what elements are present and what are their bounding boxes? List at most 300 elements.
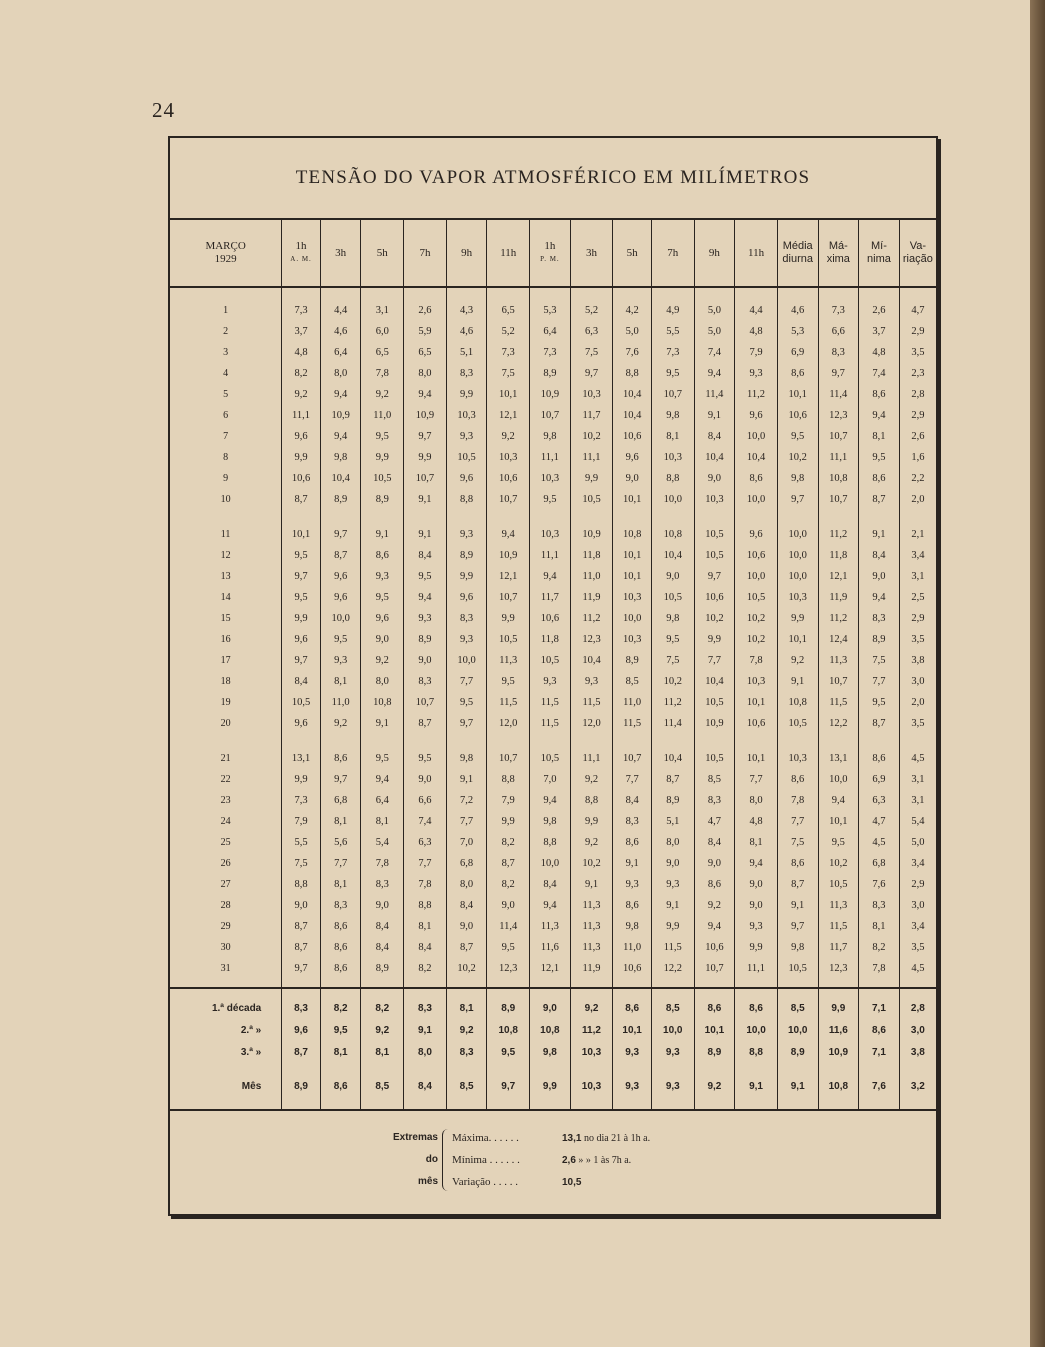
table-row: [170, 832, 936, 853]
table-cell: 7,7: [735, 769, 778, 790]
column-header-sub: xima: [826, 253, 850, 265]
table-cell: 9,9: [651, 916, 694, 937]
table-cell: 8,6: [320, 916, 361, 937]
table-cell: 8,8: [404, 895, 447, 916]
table-cell: 10,1: [777, 384, 818, 405]
table-cell: 12,2: [651, 958, 694, 988]
table-cell: 5,3: [777, 321, 818, 342]
table-cell: 8,4: [859, 545, 900, 566]
table-cell: 9,7: [818, 363, 859, 384]
day-number: 20: [220, 718, 231, 729]
table-cell: 10,5: [777, 958, 818, 988]
table-cell: 8,6: [320, 958, 361, 988]
table-cell: 8,3: [404, 671, 447, 692]
summary-cell: 8,4: [404, 1063, 447, 1110]
table-cell: 7,8: [404, 874, 447, 895]
table-cell: 9,9: [487, 811, 530, 832]
table-cell: 10,1: [735, 692, 778, 713]
table-cell: 9,1: [651, 895, 694, 916]
column-header: [859, 220, 900, 287]
table-cell: 7,3: [282, 287, 321, 321]
column-header: [613, 220, 652, 287]
summary-cell: 8,9: [777, 1041, 818, 1063]
table-cell: 4,7: [694, 811, 735, 832]
table-cell: 2,9: [899, 321, 936, 342]
table-cell: 10,5: [570, 489, 613, 510]
extreme-row: [452, 1149, 650, 1171]
table-cell: 7,7: [404, 853, 447, 874]
table-cell: 11,0: [570, 566, 613, 587]
table-row: [170, 566, 936, 587]
summary-cell: 11,6: [818, 1019, 859, 1041]
table-cell: 2,8: [899, 384, 936, 405]
table-cell: 9,7: [282, 650, 321, 671]
table-cell: 9,0: [282, 895, 321, 916]
table-cell: 7,7: [777, 811, 818, 832]
table-cell: 11,6: [530, 937, 571, 958]
column-header: [651, 220, 694, 287]
table-cell: 8,6: [320, 937, 361, 958]
extremes-label-line: mês: [417, 1176, 438, 1187]
table-cell: 8,3: [859, 608, 900, 629]
summary-cell: 8,2: [320, 988, 361, 1019]
table-cell: 9,7: [777, 489, 818, 510]
column-header-sub: P. M.: [540, 255, 560, 263]
table-cell: 9,9: [282, 608, 321, 629]
day-number: 2: [223, 326, 229, 337]
table-cell: 2,0: [899, 692, 936, 713]
table-cell: 10,0: [735, 426, 778, 447]
table-cell: 10,0: [735, 489, 778, 510]
summary-cell: 8,5: [777, 988, 818, 1019]
table-cell: 11,5: [530, 713, 571, 734]
column-header: [735, 220, 778, 287]
table-row: [170, 790, 936, 811]
summary-cell: 2,8: [899, 988, 936, 1019]
table-cell: 11,3: [570, 937, 613, 958]
table-row: [170, 937, 936, 958]
table-cell: 9,4: [818, 790, 859, 811]
table-cell: 10,7: [613, 734, 652, 769]
table-cell: 8,7: [487, 853, 530, 874]
table-cell: 9,8: [530, 426, 571, 447]
summary-cell: 8,0: [404, 1041, 447, 1063]
table-cell: 8,1: [735, 832, 778, 853]
summary-label: Mês: [170, 1063, 282, 1110]
table-cell: 9,2: [570, 832, 613, 853]
summary-cell: 8,1: [446, 988, 487, 1019]
table-cell: 8,4: [446, 895, 487, 916]
table-cell: 8,2: [859, 937, 900, 958]
table-cell: 8,4: [361, 916, 404, 937]
table-cell: 4,6: [777, 287, 818, 321]
extreme-detail: » » 1 às 7h a.: [575, 1155, 632, 1166]
table-cell: 12,0: [570, 713, 613, 734]
table-cell: 9,8: [530, 811, 571, 832]
page-number: 24: [152, 98, 175, 122]
table-cell: 7,3: [530, 342, 571, 363]
table-cell: 3,7: [859, 321, 900, 342]
table-cell: 10,5: [361, 468, 404, 489]
table-cell: 8,6: [859, 468, 900, 489]
table-cell: 8,6: [613, 832, 652, 853]
table-cell: 5,9: [404, 321, 447, 342]
table-cell: 10,2: [777, 447, 818, 468]
table-cell: 9,1: [777, 895, 818, 916]
day-number: 8: [223, 452, 229, 463]
summary-cell: 8,9: [487, 988, 530, 1019]
table-cell: 11,7: [530, 587, 571, 608]
table-cell: 11,3: [818, 895, 859, 916]
table-cell: 7,8: [777, 790, 818, 811]
table-cell: 10,0: [651, 489, 694, 510]
table-cell: 10,3: [570, 384, 613, 405]
table-cell: 11,1: [530, 447, 571, 468]
table-cell: 8,3: [818, 342, 859, 363]
table-cell: 3,1: [899, 566, 936, 587]
table-cell: 12,1: [487, 566, 530, 587]
month-name: MARÇO: [205, 240, 246, 252]
table-cell: 9,9: [570, 468, 613, 489]
table-cell: 12,4: [818, 629, 859, 650]
day-number: 3: [223, 347, 229, 358]
column-header-main: 5h: [376, 246, 388, 259]
column-header: [361, 220, 404, 287]
table-cell: 8,6: [859, 734, 900, 769]
table-row: [170, 853, 936, 874]
table-cell: 4,8: [282, 342, 321, 363]
table-cell: 9,0: [404, 769, 447, 790]
table-cell: 10,0: [777, 545, 818, 566]
table-cell: 7,3: [282, 790, 321, 811]
table-cell: 9,0: [613, 468, 652, 489]
table-cell: 9,7: [320, 769, 361, 790]
table-cell: 9,0: [651, 853, 694, 874]
table-cell: 9,6: [282, 426, 321, 447]
table-cell: 8,5: [694, 769, 735, 790]
table-cell: 11,2: [818, 608, 859, 629]
table-cell: 9,0: [361, 895, 404, 916]
summary-cell: 9,7: [487, 1063, 530, 1110]
year: 1929: [214, 253, 237, 265]
table-row: [170, 692, 936, 713]
table-cell: 9,2: [694, 895, 735, 916]
table-cell: 11,0: [613, 692, 652, 713]
table-cell: 10,3: [777, 587, 818, 608]
table-cell: 4,6: [320, 321, 361, 342]
table-cell: 11,7: [818, 937, 859, 958]
table-cell: 10,4: [651, 545, 694, 566]
table-cell: 9,6: [446, 468, 487, 489]
summary-row: [170, 1019, 936, 1041]
day-number: 25: [220, 837, 231, 848]
table-cell: 12,1: [818, 566, 859, 587]
table-cell: 5,6: [320, 832, 361, 853]
table-cell: 8,9: [361, 958, 404, 988]
table-cell: 9,1: [694, 405, 735, 426]
table-cell: 10,1: [613, 489, 652, 510]
summary-cell: 8,3: [446, 1041, 487, 1063]
summary-cell: 9,1: [404, 1019, 447, 1041]
extreme-value: 2,6: [562, 1155, 576, 1166]
table-cell: 10,3: [735, 671, 778, 692]
table-cell: 11,1: [282, 405, 321, 426]
table-cell: 10,4: [570, 650, 613, 671]
table-cell: 2,3: [899, 363, 936, 384]
day-number: 14: [220, 592, 231, 603]
table-cell: 10,2: [735, 629, 778, 650]
table-cell: 10,5: [651, 587, 694, 608]
table-cell: 11,7: [570, 405, 613, 426]
summary-cell: 8,5: [361, 1063, 404, 1110]
table-cell: 3,4: [899, 853, 936, 874]
table-cell: 7,4: [859, 363, 900, 384]
table-cell: 8,6: [735, 468, 778, 489]
table-cell: 8,6: [320, 734, 361, 769]
table-row: [170, 468, 936, 489]
column-header: [446, 220, 487, 287]
table-cell: 5,2: [487, 321, 530, 342]
summary-cell: 9,5: [487, 1041, 530, 1063]
day-number: 5: [223, 389, 229, 400]
table-cell: 11,5: [570, 692, 613, 713]
table-cell: 9,2: [282, 384, 321, 405]
table-cell: 7,3: [651, 342, 694, 363]
table-cell: 12,3: [570, 629, 613, 650]
column-header: [570, 220, 613, 287]
table-cell: 8,0: [404, 363, 447, 384]
table-cell: 9,3: [361, 566, 404, 587]
table-cell: 9,9: [487, 608, 530, 629]
table-cell: 10,2: [818, 853, 859, 874]
table-cell: 8,6: [859, 384, 900, 405]
table-cell: 8,2: [404, 958, 447, 988]
table-cell: 9,5: [487, 937, 530, 958]
table-cell: 10,8: [777, 692, 818, 713]
column-header-main: 11h: [500, 246, 517, 259]
table-cell: 9,4: [530, 895, 571, 916]
table-cell: 9,5: [361, 587, 404, 608]
table-cell: 9,9: [446, 384, 487, 405]
extremes-rows: [452, 1127, 650, 1193]
table-cell: 9,4: [320, 384, 361, 405]
summary-cell: 8,3: [282, 988, 321, 1019]
table-row: [170, 447, 936, 468]
column-header-sub: A. M.: [290, 255, 312, 263]
column-header: [282, 220, 321, 287]
table-cell: 5,0: [613, 321, 652, 342]
table-cell: 11,5: [487, 692, 530, 713]
table-cell: 9,8: [651, 405, 694, 426]
day-number: 28: [220, 900, 231, 911]
table-cell: 9,6: [320, 587, 361, 608]
table-cell: 10,9: [404, 405, 447, 426]
table-cell: 2,6: [899, 426, 936, 447]
table-cell: 10,0: [613, 608, 652, 629]
table-cell: 8,7: [404, 713, 447, 734]
column-header-sub: diurna: [782, 253, 813, 265]
table-cell: 9,1: [613, 853, 652, 874]
table-cell: 9,2: [361, 650, 404, 671]
summary-cell: 11,2: [570, 1019, 613, 1041]
table-cell: 8,3: [320, 895, 361, 916]
table-cell: 9,4: [694, 363, 735, 384]
table-row: [170, 958, 936, 988]
table-cell: 6,0: [361, 321, 404, 342]
table-cell: 2,0: [899, 489, 936, 510]
table-cell: 3,4: [899, 916, 936, 937]
table-cell: 4,5: [899, 734, 936, 769]
table-cell: 11,3: [818, 650, 859, 671]
table-cell: 3,8: [899, 650, 936, 671]
column-header-main: 7h: [419, 246, 431, 259]
day-number: 1: [223, 305, 229, 316]
table-cell: 6,9: [777, 342, 818, 363]
table-cell: 11,3: [570, 916, 613, 937]
table-cell: 8,6: [613, 895, 652, 916]
column-header-main: Va-: [909, 240, 927, 252]
summary-cell: 10,3: [570, 1041, 613, 1063]
table-cell: 10,9: [694, 713, 735, 734]
table-cell: 4,7: [859, 811, 900, 832]
day-number: 11: [220, 529, 231, 540]
table-cell: 7,9: [487, 790, 530, 811]
table-cell: 9,3: [446, 426, 487, 447]
table-cell: 9,5: [651, 629, 694, 650]
table-cell: 9,8: [651, 608, 694, 629]
table-cell: 10,4: [694, 671, 735, 692]
table-cell: 9,7: [446, 713, 487, 734]
table-row: [170, 608, 936, 629]
table-cell: 11,4: [487, 916, 530, 937]
summary-cell: 9,2: [361, 1019, 404, 1041]
table-row: [170, 734, 936, 769]
table-cell: 10,6: [613, 426, 652, 447]
table-cell: 10,6: [694, 937, 735, 958]
table-cell: 9,3: [735, 363, 778, 384]
table-cell: 9,9: [735, 937, 778, 958]
table-cell: 9,4: [530, 790, 571, 811]
table-cell: 10,5: [735, 587, 778, 608]
extreme-value: 10,5: [562, 1177, 582, 1188]
table-cell: 8,3: [859, 895, 900, 916]
summary-cell: 9,5: [320, 1019, 361, 1041]
table-cell: 10,7: [404, 468, 447, 489]
summary-cell: 10,0: [651, 1019, 694, 1041]
table-cell: 9,7: [282, 958, 321, 988]
table-cell: 11,1: [530, 545, 571, 566]
table-row: [170, 895, 936, 916]
table-cell: 11,1: [570, 447, 613, 468]
table-cell: 10,0: [735, 566, 778, 587]
extreme-detail: no dia 21 à 1h a.: [581, 1133, 651, 1144]
column-header-main: Mí-: [870, 240, 887, 252]
table-cell: 7,4: [404, 811, 447, 832]
table-cell: 9,8: [320, 447, 361, 468]
table-cell: 13,1: [282, 734, 321, 769]
summary-cell: 3,8: [899, 1041, 936, 1063]
table-cell: 12,1: [487, 405, 530, 426]
day-number: 6: [223, 410, 229, 421]
summary-row: [170, 1063, 936, 1110]
table-cell: 6,9: [859, 769, 900, 790]
table-cell: 9,5: [361, 734, 404, 769]
table-cell: 8,7: [777, 874, 818, 895]
table-cell: 7,5: [487, 363, 530, 384]
table-cell: 6,4: [530, 321, 571, 342]
table-cell: 3,7: [282, 321, 321, 342]
table-cell: 10,8: [818, 468, 859, 489]
table-cell: 10,7: [487, 587, 530, 608]
table-cell: 8,0: [320, 363, 361, 384]
table-cell: 8,1: [859, 426, 900, 447]
table-cell: 10,5: [487, 629, 530, 650]
table-cell: 12,3: [487, 958, 530, 988]
summary-cell: 8,6: [735, 988, 778, 1019]
table-cell: 10,6: [282, 468, 321, 489]
table-cell: 7,4: [694, 342, 735, 363]
table-cell: 7,0: [530, 769, 571, 790]
column-header: [899, 220, 936, 287]
table-cell: 10,7: [530, 405, 571, 426]
extremes-label-line: do: [425, 1154, 438, 1165]
summary-cell: 9,6: [282, 1019, 321, 1041]
table-cell: 11,5: [818, 916, 859, 937]
column-header-main: 5h: [626, 246, 638, 259]
summary-cell: 9,2: [570, 988, 613, 1019]
table-cell: 9,1: [404, 489, 447, 510]
day-number: 23: [220, 795, 231, 806]
table-cell: 6,3: [859, 790, 900, 811]
table-cell: 3,4: [899, 545, 936, 566]
table-cell: 11,5: [818, 692, 859, 713]
table-cell: 11,2: [651, 692, 694, 713]
table-cell: 10,2: [570, 853, 613, 874]
table-cell: 8,7: [859, 713, 900, 734]
table-cell: 10,1: [818, 811, 859, 832]
table-cell: 9,3: [570, 671, 613, 692]
table-cell: 9,4: [859, 587, 900, 608]
table-cell: 6,6: [818, 321, 859, 342]
table-cell: 5,1: [651, 811, 694, 832]
day-number: 13: [220, 571, 231, 582]
summary-cell: 8,5: [446, 1063, 487, 1110]
table-cell: 7,5: [651, 650, 694, 671]
table-cell: 9,7: [694, 566, 735, 587]
table-cell: 7,0: [446, 832, 487, 853]
table-cell: 8,4: [404, 937, 447, 958]
summary-cell: 9,3: [613, 1041, 652, 1063]
day-number: 9: [223, 473, 229, 484]
table-cell: 10,7: [651, 384, 694, 405]
table-cell: 10,0: [446, 650, 487, 671]
table-cell: 9,9: [694, 629, 735, 650]
table-cell: 8,1: [859, 916, 900, 937]
month-header: [170, 220, 282, 287]
table-cell: 11,9: [570, 958, 613, 988]
extreme-name: Mínima . . . . . .: [452, 1154, 520, 1166]
table-cell: 8,8: [282, 874, 321, 895]
table-cell: 6,5: [487, 287, 530, 321]
table-cell: 8,3: [361, 874, 404, 895]
month-extremes: [170, 1123, 936, 1213]
summary-cell: 9,2: [446, 1019, 487, 1041]
table-cell: 4,8: [735, 811, 778, 832]
table-cell: 2,2: [899, 468, 936, 489]
table-cell: 9,7: [570, 363, 613, 384]
table-cell: 9,7: [282, 566, 321, 587]
table-row: [170, 342, 936, 363]
